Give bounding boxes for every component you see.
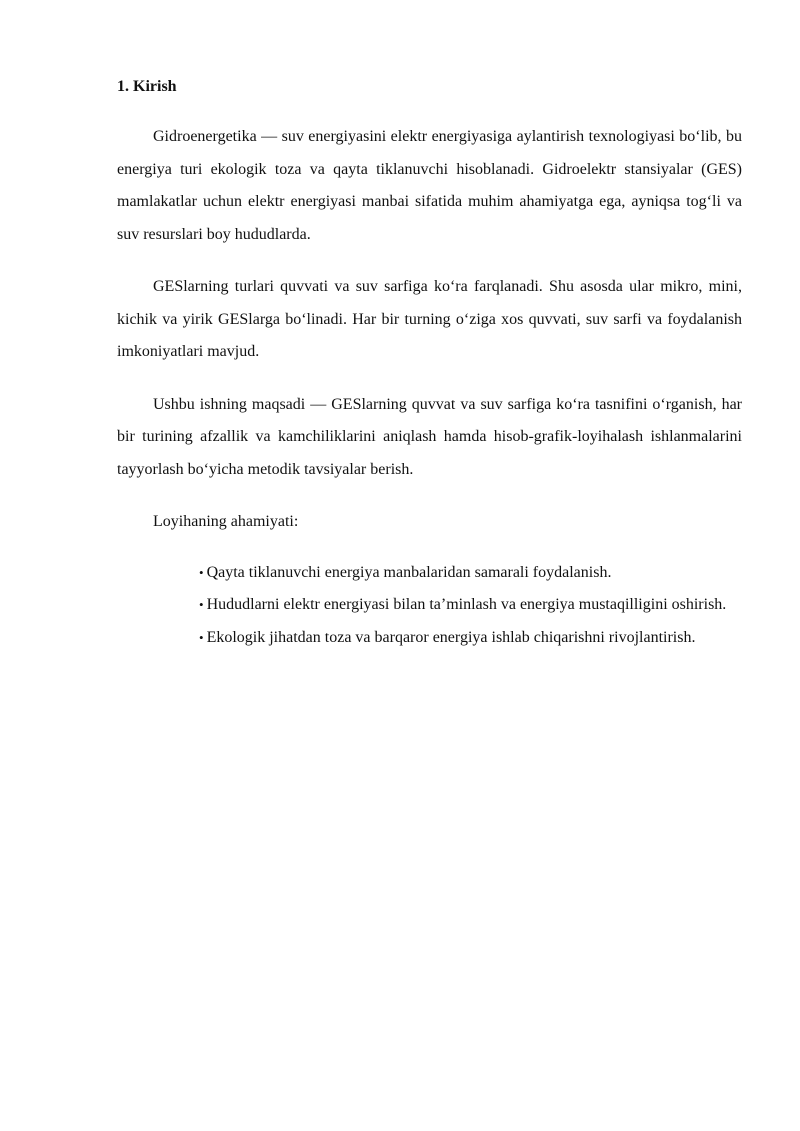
page-content [117, 76, 742, 654]
importance-title: Loyihaning ahamiyati: [153, 513, 299, 530]
list-item [163, 622, 742, 655]
bullet-icon: • [199, 629, 204, 645]
list-item-text: Hududlarni elektr energiyasi bilan ta’minlash va energiya mustaqilligini oshirish. [206, 596, 727, 613]
importance-list [117, 557, 742, 655]
paragraph-types: GESlarning turlari quvvati va suv sarfiga ko‘ra farqlanadi. Shu asosda ular mikro, mini, kichik va yirik GESlarga bo‘linadi. Har bir turning o‘ziga xos quvvati, suv sarfi va foydalanish imkoniyatlari mavjud. [117, 278, 742, 360]
list-item [163, 589, 742, 622]
list-item-text: Ekologik jihatdan toza va barqaror energiya ishlab chiqarishni rivojlantirish. [206, 628, 696, 646]
list-item [163, 557, 742, 590]
paragraph-goal: Ushbu ishning maqsadi — GESlarning quvvat va suv sarfiga ko‘ra tasnifini o‘rganish, har bir turining afzallik va kamchiliklarini aniqlash hamda hisob-grafik-loyihalash ishlanmalarini tayyorlash bo‘yicha metodik tavsiyalar berish. [117, 395, 742, 478]
bullet-icon: • [199, 597, 204, 612]
section-heading: 1. Kirish [117, 78, 177, 95]
paragraph-intro: Gidroenergetika — suv energiyasini elektr energiyasiga aylantirish texnologiyasi bo‘lib, bu energiya turi ekologik toza va qayta tiklanuvchi hisoblanadi. Gidroelektr stansiyalar (GES) mamlakatlar uchun elektr energiyasi manbai sifatida muhim ahamiyatga ega, ayniqsa tog‘li va suv resurslari boy hududlarda. [117, 128, 742, 243]
bullet-icon: • [199, 564, 204, 580]
list-item-text: Qayta tiklanuvchi energiya manbalaridan samarali foydalanish. [206, 563, 612, 581]
